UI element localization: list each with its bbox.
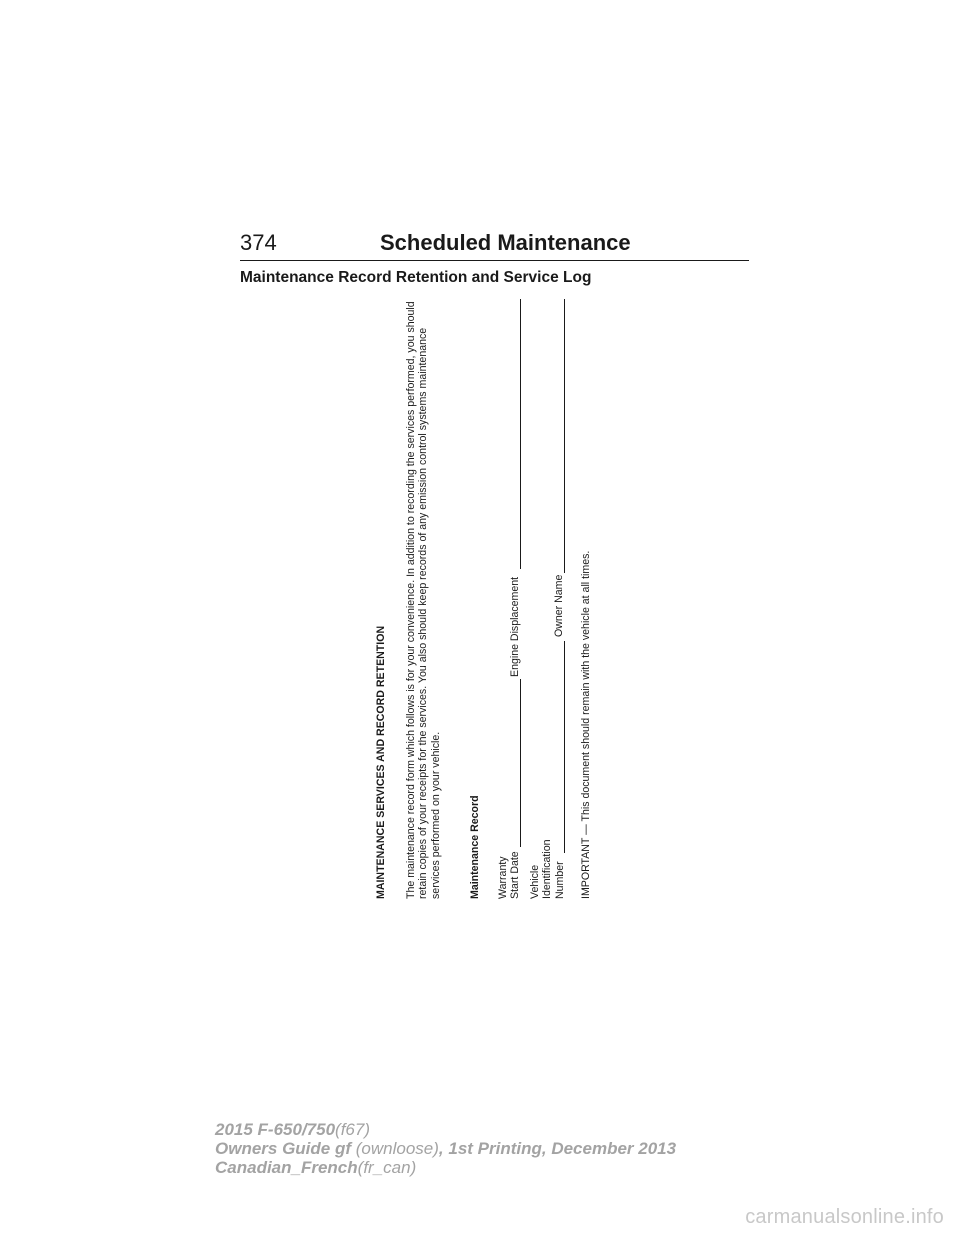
footer-line (215, 1139, 676, 1158)
footer-printing: , 1st Printing, December 2013 (438, 1139, 677, 1158)
form-intro (405, 299, 442, 899)
owner-name-label: Owner Name (553, 574, 565, 637)
form-intro-line: retain copies of your receipts for the services. You also should keep records of any emission control systems maintenance (417, 327, 430, 899)
label-line: Warranty (497, 856, 509, 899)
footer-language-code: (fr_can) (357, 1158, 417, 1177)
label-line: Start Date (509, 851, 522, 899)
watermark: carmanualsonline.info (745, 1206, 944, 1228)
label-line: Identification (541, 839, 554, 899)
page-number: 374 (240, 230, 277, 255)
footer-model-code: (f67) (335, 1120, 371, 1139)
maintenance-record-form (375, 299, 605, 899)
form-intro-line: The maintenance record form which follows is for your convenience. In addition to recording the services performed, you should (405, 301, 417, 899)
owner-name-field[interactable] (564, 299, 565, 573)
label-line: Number (553, 861, 566, 899)
footer-guide-code: (ownloose) (355, 1139, 439, 1158)
record-heading: Maintenance Record (469, 795, 481, 899)
vin-label (529, 840, 566, 899)
header-divider (240, 260, 749, 261)
warranty-start-date-field[interactable] (520, 679, 521, 847)
label-line: Vehicle (529, 864, 541, 899)
chapter-title: Scheduled Maintenance (380, 230, 631, 255)
section-title: Maintenance Record Retention and Service Log (240, 269, 592, 286)
footer (215, 1120, 676, 1177)
warranty-start-date-label (497, 851, 522, 899)
vin-field[interactable] (564, 641, 565, 853)
form-intro-line: services performed on your vehicle. (429, 731, 442, 899)
engine-displacement-field[interactable] (520, 299, 521, 569)
footer-line (215, 1158, 676, 1177)
footer-line (215, 1120, 676, 1139)
important-note: IMPORTANT — This document should remain with the vehicle at all times. (580, 550, 592, 899)
footer-model: 2015 F-650/750 (215, 1120, 336, 1139)
footer-language: Canadian_French (215, 1158, 358, 1177)
engine-displacement-label: Engine Displacement (509, 576, 521, 677)
footer-guide: Owners Guide gf (215, 1139, 352, 1158)
form-heading: MAINTENANCE SERVICES AND RECORD RETENTION (375, 625, 387, 899)
